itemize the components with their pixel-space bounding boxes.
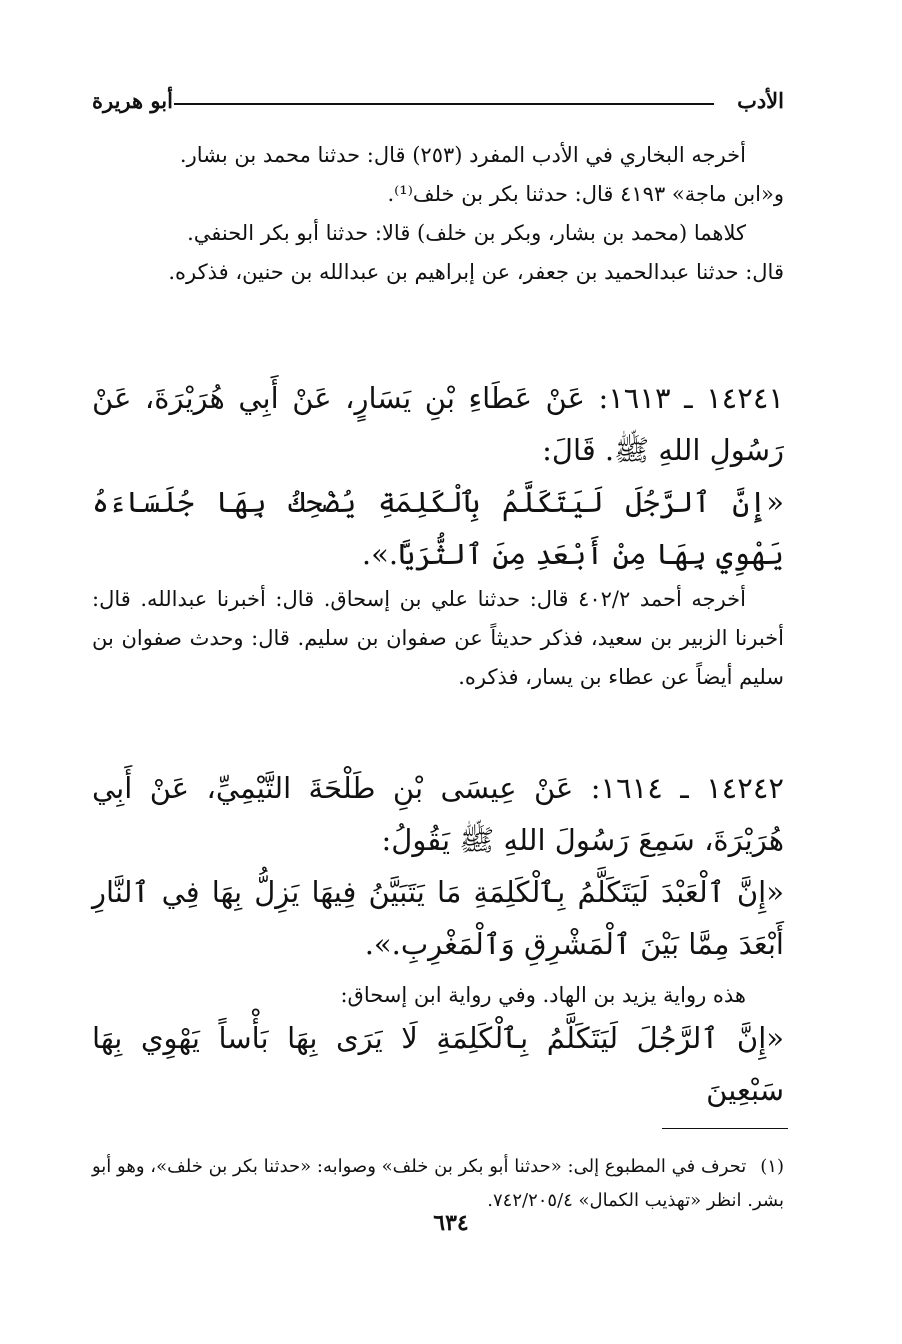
intro-line-4: قال: حدثنا عبدالحميد بن جعفر، عن إبراهيم بن عبدالله بن حنين، فذكره. <box>168 260 784 284</box>
running-header <box>92 88 784 118</box>
footnote <box>92 1150 784 1218</box>
intro-line-2: و«ابن ماجة» ٤١٩٣ قال: حدثنا بكر بن خلف⁽¹⁾. <box>387 182 784 206</box>
hadith-2 <box>92 762 784 970</box>
page-number: ٦٣٤ <box>433 1210 469 1236</box>
hadith-1 <box>92 372 784 580</box>
footnote-rule <box>662 1128 788 1129</box>
hadith-1-commentary <box>92 580 784 697</box>
intro-line-1: أخرجه البخاري في الأدب المفرد (٢٥٣) قال: حدثنا محمد بن بشار. <box>179 143 746 167</box>
hadith-1-text: «إِنَّ ٱلرَّجُلَ لَيَتَكَلَّمُ بِٱلْكَلِمَةِ يُضْحِكُ بِهَا جُلَسَاءَهُ يَهْوِي بِهَا مِنْ أَبْعَدِ مِنَ ٱلثُّرَيَّا.». <box>92 485 784 571</box>
header-section-title: الأدب <box>737 88 784 113</box>
hadith-2-note <box>92 976 784 1015</box>
hadith-1-heading: ١٤٢٤١ ـ ١٦١٣: عَنْ عَطَاءِ بْنِ يَسَارٍ، عَنْ أَبِي هُرَيْرَةَ، عَنْ رَسُولِ اللهِ ﷺ. قَالَ: <box>92 381 784 467</box>
hadith-2-text: «إِنَّ ٱلْعَبْدَ لَيَتَكَلَّمُ بِٱلْكَلِمَةِ مَا يَتَبَيَّنُ فِيهَا يَزِلُّ بِهَا فِي ٱلنَّارِ أَبْعَدَ مِمَّا بَيْنَ ٱلْمَشْرِقِ وَٱلْمَغْرِبِ.». <box>92 875 784 961</box>
hadith-1-commentary-text: أخرجه أحمد ٤٠٢/٢ قال: حدثنا علي بن إسحاق. قال: أخبرنا عبدالله. قال: أخبرنا الزبير بن سعيد، فذكر حديثاً عن صفوان بن سليم. قال: وحدث صفوان بن سليم أيضاً عن عطاء بن يسار، فذكره. <box>92 587 784 689</box>
header-rule <box>174 103 714 105</box>
header-narrator-title: أبو هريرة <box>92 88 173 113</box>
hadith-2-heading: ١٤٢٤٢ ـ ١٦١٤: عَنْ عِيسَى بْنِ طَلْحَةَ التَّيْمِيِّ، عَنْ أَبِي هُرَيْرَةَ، سَمِعَ رَسُولَ اللهِ ﷺ يَقُولُ: <box>92 771 784 857</box>
footnote-text: تحرف في المطبوع إلى: «حدثنا أبو بكر بن خلف» وصوابه: «حدثنا بكر بن خلف»، وهو أبو بشر. انظر «تهذيب الكمال» ٧٤٢/٢٠٥/٤. <box>92 1156 784 1211</box>
footnote-number: (١) <box>760 1156 784 1177</box>
hadith-2-variant <box>92 1012 784 1116</box>
hadith-2-variant-text: «إِنَّ ٱلرَّجُلَ لَيَتَكَلَّمُ بِٱلْكَلِمَةِ لَا يَرَى بِهَا بَأْساً يَهْوِي بِهَا سَبْعِينَ <box>92 1021 784 1107</box>
hadith-2-note-text: هذه رواية يزيد بن الهاد. وفي رواية ابن إسحاق: <box>340 983 746 1007</box>
intro-line-3: كلاهما (محمد بن بشار، وبكر بن خلف) قالا: حدثنا أبو بكر الحنفي. <box>187 221 746 245</box>
intro-commentary <box>92 136 784 292</box>
